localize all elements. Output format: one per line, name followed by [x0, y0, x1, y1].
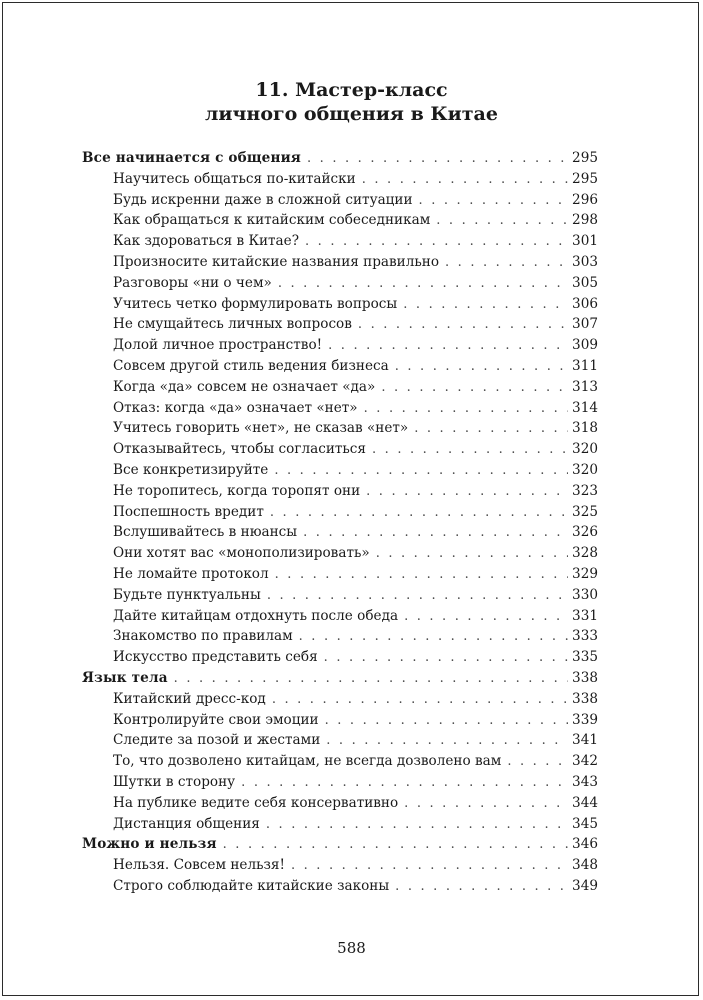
toc-entry-row — [82, 481, 598, 502]
toc-entry-row — [82, 231, 598, 252]
toc-entry-row — [82, 460, 598, 481]
dot-leader — [419, 191, 569, 212]
toc-page-number: 329 — [572, 565, 598, 582]
toc-page-number: 323 — [572, 482, 598, 499]
toc-entry-row — [82, 294, 598, 315]
dot-leader — [291, 856, 568, 877]
toc-entry-title: Произносите китайские названия правильно — [113, 253, 440, 270]
dot-leader — [266, 815, 568, 836]
toc-page-number: 314 — [572, 399, 598, 416]
dot-leader — [395, 357, 568, 378]
toc-entry-title: Нельзя. Совсем нельзя! — [113, 857, 285, 874]
toc-entry-title: Дайте китайцам отдохнуть после обеда — [113, 607, 399, 624]
dot-leader — [241, 773, 568, 794]
dot-leader — [274, 461, 568, 482]
dot-leader — [366, 482, 568, 503]
toc-entry-title: Будьте пунктуальны — [113, 586, 261, 603]
toc-entry-title: Не смущайтесь личных вопросов — [113, 316, 352, 333]
dot-leader — [278, 274, 568, 295]
toc-page-number: 333 — [572, 628, 598, 645]
toc-entry-row — [82, 793, 598, 814]
toc-entry-row — [82, 502, 598, 523]
toc-entry-row — [82, 522, 598, 543]
dot-leader — [404, 794, 568, 815]
dot-leader — [381, 378, 568, 399]
dot-leader — [324, 648, 568, 669]
toc-entry-title: Не ломайте протокол — [113, 565, 269, 582]
toc-page-number: 335 — [572, 649, 598, 666]
toc-section-row — [82, 834, 598, 855]
dot-leader — [275, 565, 568, 586]
toc-page-number: 318 — [572, 420, 598, 437]
toc-entry-row — [82, 273, 598, 294]
toc-entry-title: Отказ: когда «да» означает «нет» — [113, 399, 358, 416]
toc-entry-title: Как обращаться к китайским собеседникам — [113, 212, 431, 229]
toc-entry-title: Учитесь говорить «нет», не сказав «нет» — [113, 420, 409, 437]
toc-entry-row — [82, 710, 598, 731]
toc-page-number: 306 — [572, 295, 598, 312]
toc-entry-row — [82, 210, 598, 231]
toc-entry-row — [82, 335, 598, 356]
toc-page-number: 295 — [572, 150, 598, 166]
toc-entry-row — [82, 876, 598, 897]
dot-leader — [445, 253, 568, 274]
toc-page-number: 325 — [572, 503, 598, 520]
toc-page-number: 342 — [572, 753, 598, 770]
toc-page-number: 295 — [572, 170, 598, 187]
dot-leader — [395, 877, 568, 898]
dot-leader — [270, 503, 568, 524]
toc-entry-title: То, что дозволено китайцам, не всегда дозволено вам — [113, 753, 502, 770]
toc-entry-row — [82, 855, 598, 876]
dot-leader — [403, 295, 568, 316]
toc-entry-row — [82, 564, 598, 585]
dot-leader — [404, 607, 568, 628]
dot-leader — [376, 544, 568, 565]
dot-leader — [267, 586, 568, 607]
toc-entry-title: Все конкретизируйте — [113, 461, 269, 478]
toc-page-number: 296 — [572, 191, 598, 208]
toc-entry-row — [82, 252, 598, 273]
toc-entry-row — [82, 439, 598, 460]
toc-entry-row — [82, 585, 598, 606]
chapter-title-line-2: личного общения в Китае — [205, 103, 498, 125]
dot-leader — [358, 315, 568, 336]
toc-entry-title: Когда «да» совсем не означает «да» — [113, 378, 376, 395]
toc-page-number: 298 — [572, 212, 598, 229]
toc-entry-row — [82, 543, 598, 564]
toc-entry-row — [82, 418, 598, 439]
dot-leader — [326, 731, 568, 752]
toc-page-number: 339 — [572, 711, 598, 728]
toc-page-number: 331 — [572, 607, 598, 624]
toc-entry-title: Совсем другой стиль ведения бизнеса — [113, 357, 389, 374]
toc-page-number: 309 — [572, 337, 598, 354]
toc-page-number: 341 — [572, 732, 598, 749]
toc-entry-row — [82, 689, 598, 710]
toc-page-number: 320 — [572, 441, 598, 458]
dot-leader — [303, 523, 568, 544]
toc-entry-title: Дистанция общения — [113, 815, 260, 832]
toc-entry-row — [82, 356, 598, 377]
toc-entry-title: Они хотят вас «монополизировать» — [113, 545, 370, 562]
toc-entry-title: Знакомство по правилам — [113, 628, 293, 645]
toc-section-title: Можно и нельзя — [82, 836, 217, 853]
dot-leader — [362, 170, 568, 191]
toc-page-number: 330 — [572, 586, 598, 603]
toc-entry-row — [82, 606, 598, 627]
toc-entry-row — [82, 647, 598, 668]
toc-entry-row — [82, 398, 598, 419]
toc-entry-row — [82, 730, 598, 751]
toc-page-number: 338 — [572, 669, 598, 686]
toc-entry-title: Долой личное пространство! — [113, 337, 323, 354]
toc-entry-title: Строго соблюдайте китайские законы — [113, 877, 390, 894]
toc-entry-row — [82, 772, 598, 793]
toc-entry-title: Научитесь общаться по-китайски — [113, 170, 356, 187]
toc-page-number: 313 — [572, 378, 598, 395]
toc-page-number: 346 — [572, 836, 598, 853]
dot-leader — [305, 232, 568, 253]
toc-entry-title: Искусство представить себя — [113, 649, 318, 666]
toc-entry-row — [82, 314, 598, 335]
toc-page-number: 349 — [572, 877, 598, 894]
toc-entry-title: Будь искренни даже в сложной ситуации — [113, 191, 413, 208]
toc-entry-title: Шутки в сторону — [113, 773, 236, 790]
toc-entry-row — [82, 751, 598, 772]
toc-page-number: 303 — [572, 253, 598, 270]
toc-entry-title: Вслушивайтесь в нюансы — [113, 524, 298, 541]
toc-page-number: 320 — [572, 461, 598, 478]
chapter-title-line-1: 11. Мастер-класс — [255, 79, 448, 101]
dot-leader — [325, 711, 568, 732]
toc-page-number: 311 — [572, 357, 598, 374]
toc-section-title: Язык тела — [82, 669, 168, 686]
toc-section-title: Все начинается с общения — [82, 150, 301, 166]
toc-page-number: 328 — [572, 545, 598, 562]
toc-page-number: 348 — [572, 857, 598, 874]
toc-entry-row — [82, 626, 598, 647]
toc-entry-title: Не торопитесь, когда торопят они — [113, 482, 361, 499]
toc-page-number: 326 — [572, 524, 598, 541]
toc-page-number: 307 — [572, 316, 598, 333]
toc-page-number: 345 — [572, 815, 598, 832]
toc-entry-title: Китайский дресс-код — [113, 690, 266, 707]
table-of-contents — [82, 148, 598, 897]
dot-leader — [272, 690, 568, 711]
toc-entry-row — [82, 377, 598, 398]
dot-leader — [364, 399, 568, 420]
toc-page-number: 343 — [572, 773, 598, 790]
toc-section-row — [82, 148, 598, 169]
toc-entry-title: Отказывайтесь, чтобы согласиться — [113, 441, 366, 458]
dot-leader — [307, 149, 568, 170]
toc-entry-row — [82, 814, 598, 835]
dot-leader — [223, 835, 568, 856]
dot-leader — [299, 627, 568, 648]
toc-page-number: 344 — [572, 794, 598, 811]
toc-entry-row — [82, 190, 598, 211]
dot-leader — [414, 419, 568, 440]
toc-entry-title: Следите за позой и жестами — [113, 732, 321, 749]
toc-entry-title: Разговоры «ни о чем» — [113, 274, 272, 291]
dot-leader — [436, 211, 568, 232]
toc-entry-title: Контролируйте свои эмоции — [113, 711, 319, 728]
toc-entry-title: Поспешность вредит — [113, 503, 264, 520]
dot-leader — [507, 752, 568, 773]
dot-leader — [372, 440, 568, 461]
page-number: 588 — [337, 939, 366, 957]
dot-leader — [174, 669, 568, 690]
toc-entry-title: На публике ведите себя консервативно — [113, 794, 399, 811]
toc-page-number: 301 — [572, 233, 598, 250]
toc-page-number: 338 — [572, 690, 598, 707]
toc-entry-title: Как здороваться в Китае? — [113, 233, 299, 250]
toc-page-number: 305 — [572, 274, 598, 291]
toc-entry-title: Учитесь четко формулировать вопросы — [113, 295, 398, 312]
dot-leader — [328, 336, 568, 357]
toc-section-row — [82, 668, 598, 689]
toc-entry-row — [82, 169, 598, 190]
